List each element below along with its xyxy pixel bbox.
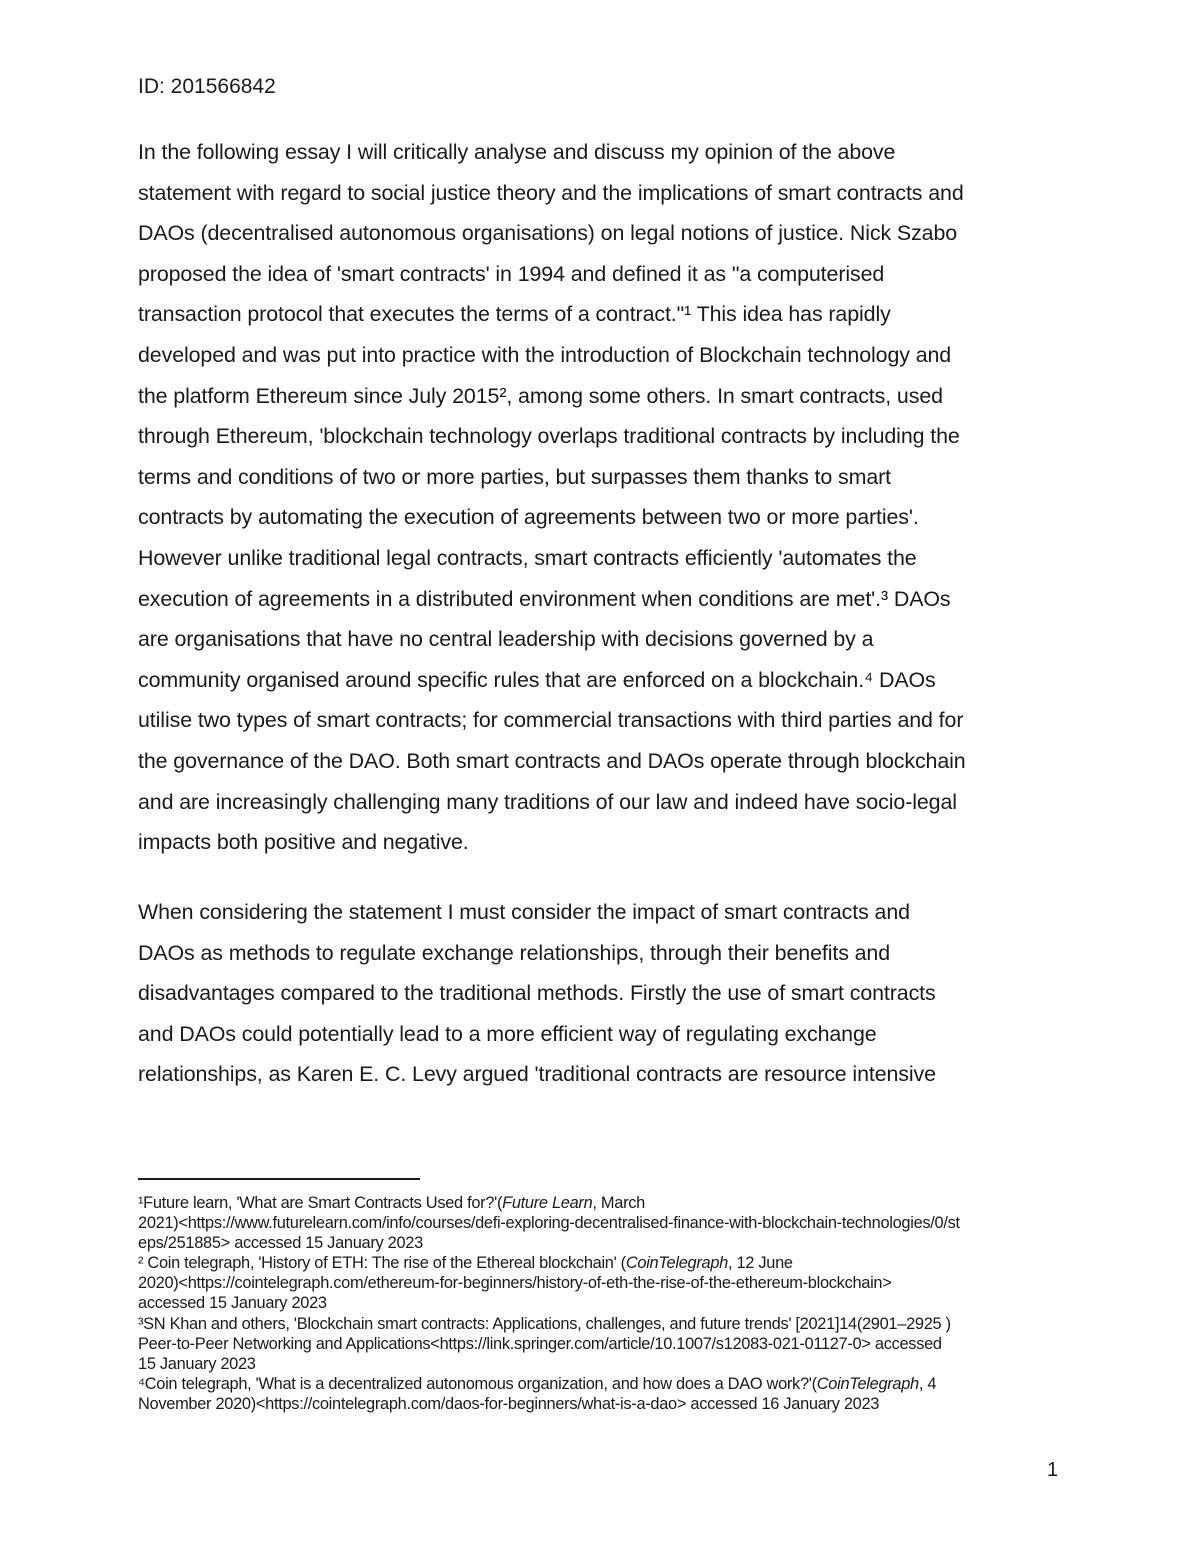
- footnote-line: Peer-to-Peer Networking and Applications<https://link.springer.com/article/10.1007/s12083-021-01127-0> accessed: [138, 1334, 942, 1353]
- footnote-text: ² Coin telegraph, 'History of ETH: The rise of the Ethereal blockchain' (: [138, 1254, 626, 1273]
- paragraph-line: community organised around specific rules that are enforced on a blockchain.⁴ DAOs: [138, 667, 936, 692]
- paragraph-line: terms and conditions of two or more parties, but surpasses them thanks to smart: [138, 464, 891, 489]
- footnote-line: accessed 15 January 2023: [138, 1294, 327, 1313]
- paragraph-line: DAOs as methods to regulate exchange relationships, through their benefits and: [138, 940, 891, 965]
- footnote-separator: [138, 1178, 420, 1180]
- paragraph-line: through Ethereum, 'blockchain technology overlaps traditional contracts by including the: [138, 424, 960, 449]
- paragraph-line: are organisations that have no central leadership with decisions governed by a: [138, 627, 874, 652]
- footnote-text: , 4: [918, 1374, 937, 1393]
- paragraph-line: execution of agreements in a distributed environment when conditions are met'.³ DAOs: [138, 586, 951, 611]
- footnote-text: , 12 June: [727, 1254, 793, 1273]
- paragraph-line: utilise two types of smart contracts; for commercial transactions with third parties and for: [138, 708, 964, 733]
- paragraph-line: the governance of the DAO. Both smart contracts and DAOs operate through blockchain: [138, 748, 966, 773]
- paragraph-line: contracts by automating the execution of agreements between two or more parties'.: [138, 505, 919, 530]
- paragraph-line: and are increasingly challenging many traditions of our law and indeed have socio-legal: [138, 789, 957, 814]
- footnote-text: ⁴Coin telegraph, 'What is a decentralized autonomous organization, and how does a DAO work?'(: [138, 1374, 817, 1393]
- footnote-text: ¹Future learn, 'What are Smart Contracts Used for?'(: [138, 1194, 503, 1212]
- paragraph-line: the platform Ethereum since July 2015², among some others. In smart contracts, used: [138, 383, 943, 408]
- paragraph-line: When considering the statement I must consider the impact of smart contracts and: [138, 900, 910, 924]
- footnote-1: [138, 1193, 1068, 1253]
- footnote-line: [138, 1374, 1068, 1394]
- footnote-line: 15 January 2023: [138, 1354, 256, 1373]
- paragraph-line: developed and was put into practice with the introduction of Blockchain technology and: [138, 342, 952, 367]
- paragraph-line: and DAOs could potentially lead to a more efficient way of regulating exchange: [138, 1021, 877, 1046]
- footnote-line: November 2020)<https://cointelegraph.com/daos-for-beginners/what-is-a-dao> accessed 16 January 2023: [138, 1394, 880, 1413]
- paragraph-line: DAOs (decentralised autonomous organisations) on legal notions of justice. Nick Szabo: [138, 221, 958, 246]
- footnote-line: [138, 1253, 1068, 1273]
- paragraph-introduction: [138, 132, 1068, 863]
- paragraph-line: transaction protocol that executes the terms of a contract."¹ This idea has rapidly: [138, 302, 891, 327]
- student-id: ID: 201566842: [138, 75, 276, 98]
- footnote-source-italic: CoinTelegraph: [816, 1374, 919, 1393]
- footnote-4: [138, 1374, 1068, 1414]
- footnote-3: [138, 1314, 1068, 1374]
- paragraph-line: In the following essay I will critically analyse and discuss my opinion of the above: [138, 140, 896, 164]
- footnote-line: [138, 1193, 1068, 1213]
- paragraph-line: statement with regard to social justice theory and the implications of smart contracts and: [138, 180, 964, 205]
- paragraph-line: relationships, as Karen E. C. Levy argued 'traditional contracts are resource intensive: [138, 1062, 936, 1087]
- paragraph-line: However unlike traditional legal contracts, smart contracts efficiently 'automates the: [138, 545, 917, 570]
- footnotes: [138, 1193, 1068, 1414]
- paragraph-line: proposed the idea of 'smart contracts' in 1994 and defined it as "a computerised: [138, 261, 885, 286]
- footnote-text: ³SN Khan and others, 'Blockchain smart contracts: Applications, challenges, and future trends' [2021]14(2901–2925 ): [138, 1314, 951, 1333]
- footnote-line: [138, 1314, 1068, 1334]
- footnote-source-italic: Future Learn: [502, 1194, 593, 1212]
- footnote-line: 2020)<https://cointelegraph.com/ethereum-for-beginners/history-of-eth-the-rise-of-the-ethereum-blockchain>: [138, 1274, 892, 1293]
- footnote-text: , March: [592, 1194, 645, 1212]
- paragraph-line: impacts both positive and negative.: [138, 830, 469, 855]
- footnote-2: [138, 1253, 1068, 1313]
- page-number: 1: [1047, 1459, 1059, 1481]
- paragraph-considerations: [138, 892, 1068, 1095]
- footnote-source-italic: CoinTelegraph: [625, 1254, 728, 1273]
- paragraph-line: disadvantages compared to the traditional methods. Firstly the use of smart contracts: [138, 981, 936, 1006]
- footnote-line: eps/251885> accessed 15 January 2023: [138, 1234, 423, 1253]
- footnote-line: 2021)<https://www.futurelearn.com/info/courses/defi-exploring-decentralised-finance-with-blockchain-technologies/0/st: [138, 1214, 960, 1233]
